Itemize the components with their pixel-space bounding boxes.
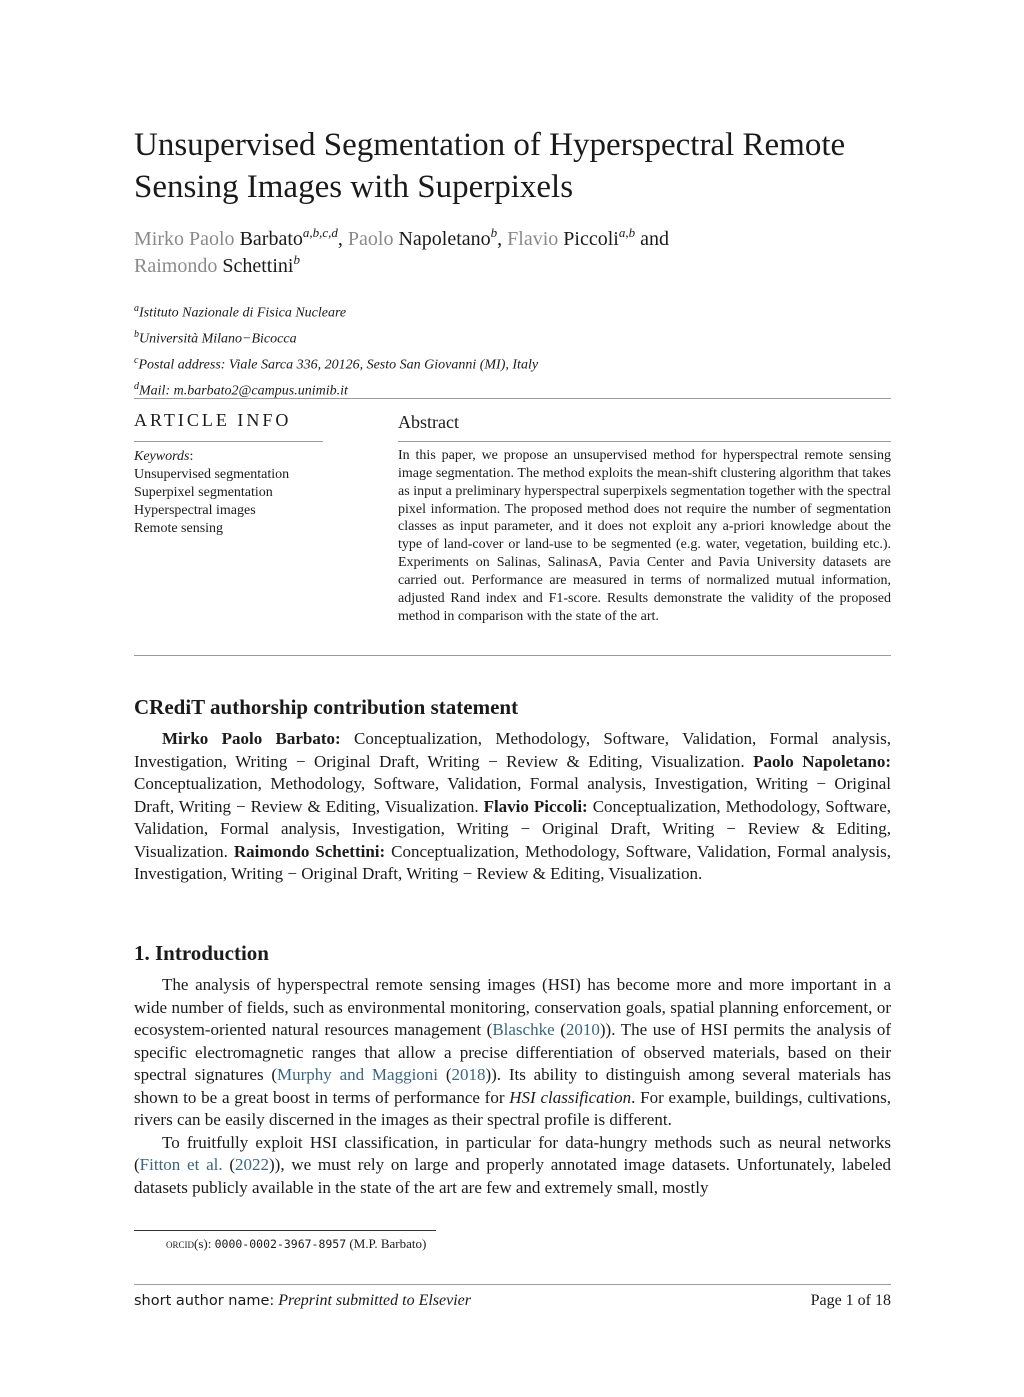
credit-author-name: Flavio Piccoli: — [483, 796, 588, 816]
paper-title: Unsupervised Segmentation of Hyperspectral Remote Sensing Images with Superpixels — [134, 127, 846, 205]
author-3[interactable]: Flavio Piccoli$^{a,b}$ — [507, 225, 636, 250]
keyword: Unsupervised segmentation — [134, 467, 290, 482]
keyword: Hyperspectral images — [134, 503, 256, 518]
abstract-text: In this paper, we propose an unsupervised method for hyperspectral remote sensing image segmentation. The method exploits the mean-shift clustering algorithm that takes as input a preliminary hyperspectral superpixels segmentation together with the spectral pixel information. The proposed method does not require the number of segmentation classes as input parameter, and it does not exploit any a-priori knowledge about the type of land-cover or land-use to be segmented (e.g. water, vegetation, building etc.). Experiments on Salinas, SalinasA, Pavia Center and Pavia University datasets are carried out. Performance are measured in terms of normalized mutual information, adjusted Rand index and F1-score. Results demonstrate the validity of the proposed method in comparison with the state of the art. — [398, 448, 891, 624]
affiliation-a: $^a$Istituto Nazionale di Fisica Nucleare — [134, 303, 347, 321]
credit-author-name: Paolo Napoletano: — [753, 751, 891, 771]
divider — [398, 441, 891, 442]
article-info-heading: ARTICLE INFO — [134, 410, 292, 430]
citation-link[interactable]: Fitton et al. (2022 — [139, 1155, 270, 1174]
footer-rule — [134, 1284, 891, 1285]
email-link[interactable]: Mail: m.barbato2@campus.unimib.it — [139, 384, 348, 400]
credit-heading: CRediT authorship contribution statement — [134, 695, 519, 719]
affiliation-c: $^c$Postal address: Viale Sarca 336, 20126, Sesto San Giovanni (MI), Italy — [134, 355, 539, 373]
divider — [134, 441, 323, 442]
orcid-footnote: orcid(s): 0000-0002-3967-8957 (M.P. Barbato) — [166, 1236, 427, 1251]
running-footer: short author name: Preprint submitted to Elsevier — [134, 1292, 471, 1309]
citation-link[interactable]: Blaschke (2010 — [492, 1020, 600, 1039]
abstract-heading: Abstract — [398, 412, 459, 432]
credit-author-name: Mirko Paolo Barbato: — [162, 729, 341, 748]
page-number: Page 1 of 18 — [810, 1292, 891, 1309]
paper-page — [134, 0, 891, 1397]
keywords-label: Keywords — [134, 449, 190, 464]
introduction-body — [134, 974, 891, 1199]
affiliation-d: $^d$Mail: m.barbato2@campus.unimib.it — [134, 381, 348, 400]
keyword: Remote sensing — [134, 521, 224, 536]
credit-author-name: Raimondo Schettini: — [233, 841, 386, 861]
author-4[interactable]: Raimondo Schettini$^b$ — [134, 252, 300, 277]
orcid-id[interactable]: 0000-0002-3967-8957 — [214, 1237, 347, 1251]
keyword: Superpixel segmentation — [134, 485, 273, 500]
affiliation-b: $^b$Università Milano−Bicocca — [134, 329, 297, 347]
keywords-block: Keywords: Unsupervised segmentation Superpixel segmentation Hyperspectral images Remote sensing — [134, 448, 324, 538]
divider — [134, 398, 891, 399]
author-1[interactable]: Mirko Paolo Barbato$^{a,b,c,d}$ — [134, 225, 338, 250]
citation-link[interactable]: Murphy and Maggioni (2018 — [277, 1065, 486, 1084]
divider — [134, 655, 891, 656]
author-list: Mirko Paolo Barbato$^{a,b,c,d}$, Paolo Napoletano$^b$, Flavio Piccoli$^{a,b}$ and Raimondo Schettini$^b$ — [134, 225, 669, 277]
paragraph: To fruitfully exploit HSI classification, in particular for data-hungry methods such as neural networks (Fitton et al. (2022)), we must rely on large and properly annotated image datasets. Unfortunately, labeled datasets publicly available in the state of the art are few and extremely small, mostly — [134, 1132, 891, 1197]
author-2[interactable]: Paolo Napoletano$^b$ — [347, 225, 498, 250]
footnote-rule — [134, 1230, 436, 1231]
paragraph: The analysis of hyperspectral remote sensing images (HSI) has become more and more important in a wide number of fields, such as environmental monitoring, conservation goals, spatial planning enforcement, or ecosystem-oriented natural resources management (Blaschke (2010)). The use of HSI permits the analysis of specific electromagnetic ranges that allow a precise differentiation of observed materials, based on their spectral signatures (Murphy and Maggioni (2018)). Its ability to distinguish among several materials has shown to be a great boost in terms of performance for HSI classification. For example, buildings, cultivations, rivers can be easily discerned in the images as their spectral profile is different. — [134, 975, 891, 1129]
credit-statement: Mirko Paolo Barbato: Conceptualization, Methodology, Software, Validation, Formal analysis, Investigation, Writing − Original Draft, Writing − Review & Editing, Visualization. Paolo Napoletano: Conceptualization, Methodology, Software, Validation, Formal analysis, Investigation, Writing − Original Draft, Writing − Review & Editing, Visualization. Flavio Piccoli: Conceptualization, Methodology, Software, Validation, Formal analysis, Investigation, Writing − Original Draft, Writing − Review & Editing, Visualization. Raimondo Schettini: Conceptualization, Methodology, Software, Validation, Formal analysis, Investigation, Writing − Original Draft, Writing − Review & Editing, Visualization. — [134, 729, 892, 883]
introduction-heading: 1. Introduction — [134, 941, 269, 965]
affiliations — [134, 298, 891, 403]
